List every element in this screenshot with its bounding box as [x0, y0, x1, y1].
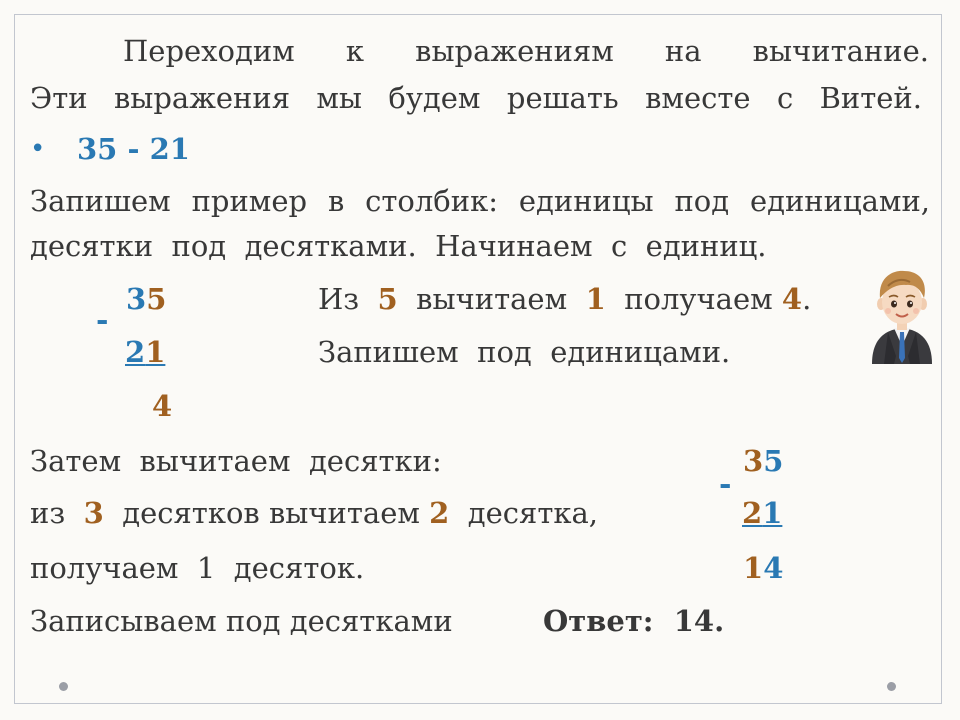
number: 1 [585, 282, 606, 316]
digit: 3 [743, 444, 764, 478]
number: 2 [429, 496, 450, 530]
column1-bottom [125, 335, 166, 369]
digit: 5 [146, 282, 167, 316]
instruction-line-1 [30, 184, 930, 218]
word: пример [191, 184, 308, 218]
column1-top [126, 282, 167, 316]
digit: 1 [743, 551, 764, 585]
text: из [30, 496, 66, 530]
column2-top [743, 444, 784, 478]
text: десятков вычитаем [122, 496, 420, 530]
word: единицы [518, 184, 654, 218]
step-units-line-1 [318, 282, 812, 316]
intro-line-2 [30, 81, 922, 115]
bullet-marker: • [30, 134, 46, 164]
word: выражениям [415, 34, 614, 68]
word: Эти [30, 81, 88, 115]
digit: 4 [763, 551, 784, 585]
word: единицами, [749, 184, 930, 218]
frame-dot-right [887, 682, 896, 691]
word: в [327, 184, 345, 218]
answer-value: 14. [673, 604, 725, 638]
digit: 1 [762, 496, 783, 530]
number: 3 [83, 496, 104, 530]
column2-bottom [742, 496, 783, 530]
word: мы [316, 81, 363, 115]
text: получаем [624, 282, 773, 316]
digit: 1 [145, 335, 166, 369]
text: десятка, [467, 496, 598, 530]
frame-dot-left [59, 682, 68, 691]
number: 5 [377, 282, 398, 316]
column2-minus: - [719, 467, 732, 502]
word: столбик: [365, 184, 498, 218]
word: Запишем [30, 184, 171, 218]
word: Витей. [819, 81, 922, 115]
step-units-line-2: Запишем под единицами. [318, 335, 731, 369]
step-tens-line-2 [30, 496, 598, 530]
instruction-line-2: десятки под десятками. Начинаем с единиц. [30, 229, 767, 263]
word: вычитание. [752, 34, 929, 68]
digit: 5 [763, 444, 784, 478]
word: под [674, 184, 730, 218]
word: вместе [645, 81, 751, 115]
bullet-expression: 35 - 21 [77, 132, 190, 166]
answer [543, 604, 725, 638]
word: выражения [113, 81, 290, 115]
intro-line-1 [123, 34, 929, 68]
text: Из [318, 282, 360, 316]
word: будем [388, 81, 481, 115]
step-tens-line-1: Затем вычитаем десятки: [30, 444, 442, 478]
word: на [664, 34, 702, 68]
column1-result: 4 [152, 389, 173, 423]
digit: 2 [742, 496, 763, 530]
boy-character-icon [866, 266, 938, 366]
text: вычитаем [416, 282, 568, 316]
digit: 3 [126, 282, 147, 316]
word: с [776, 81, 794, 115]
answer-label: Ответ: [543, 604, 654, 638]
number: 4 [781, 282, 803, 316]
step-tens-line-4: Записываем под десятками [30, 604, 453, 638]
column1-minus: - [96, 303, 109, 338]
word: Переходим [123, 34, 295, 68]
digit: 2 [125, 335, 146, 369]
column2-result [743, 551, 784, 585]
text: . [802, 282, 812, 316]
word: решать [506, 81, 619, 115]
word: к [345, 34, 364, 68]
step-tens-line-3: получаем 1 десяток. [30, 551, 365, 585]
